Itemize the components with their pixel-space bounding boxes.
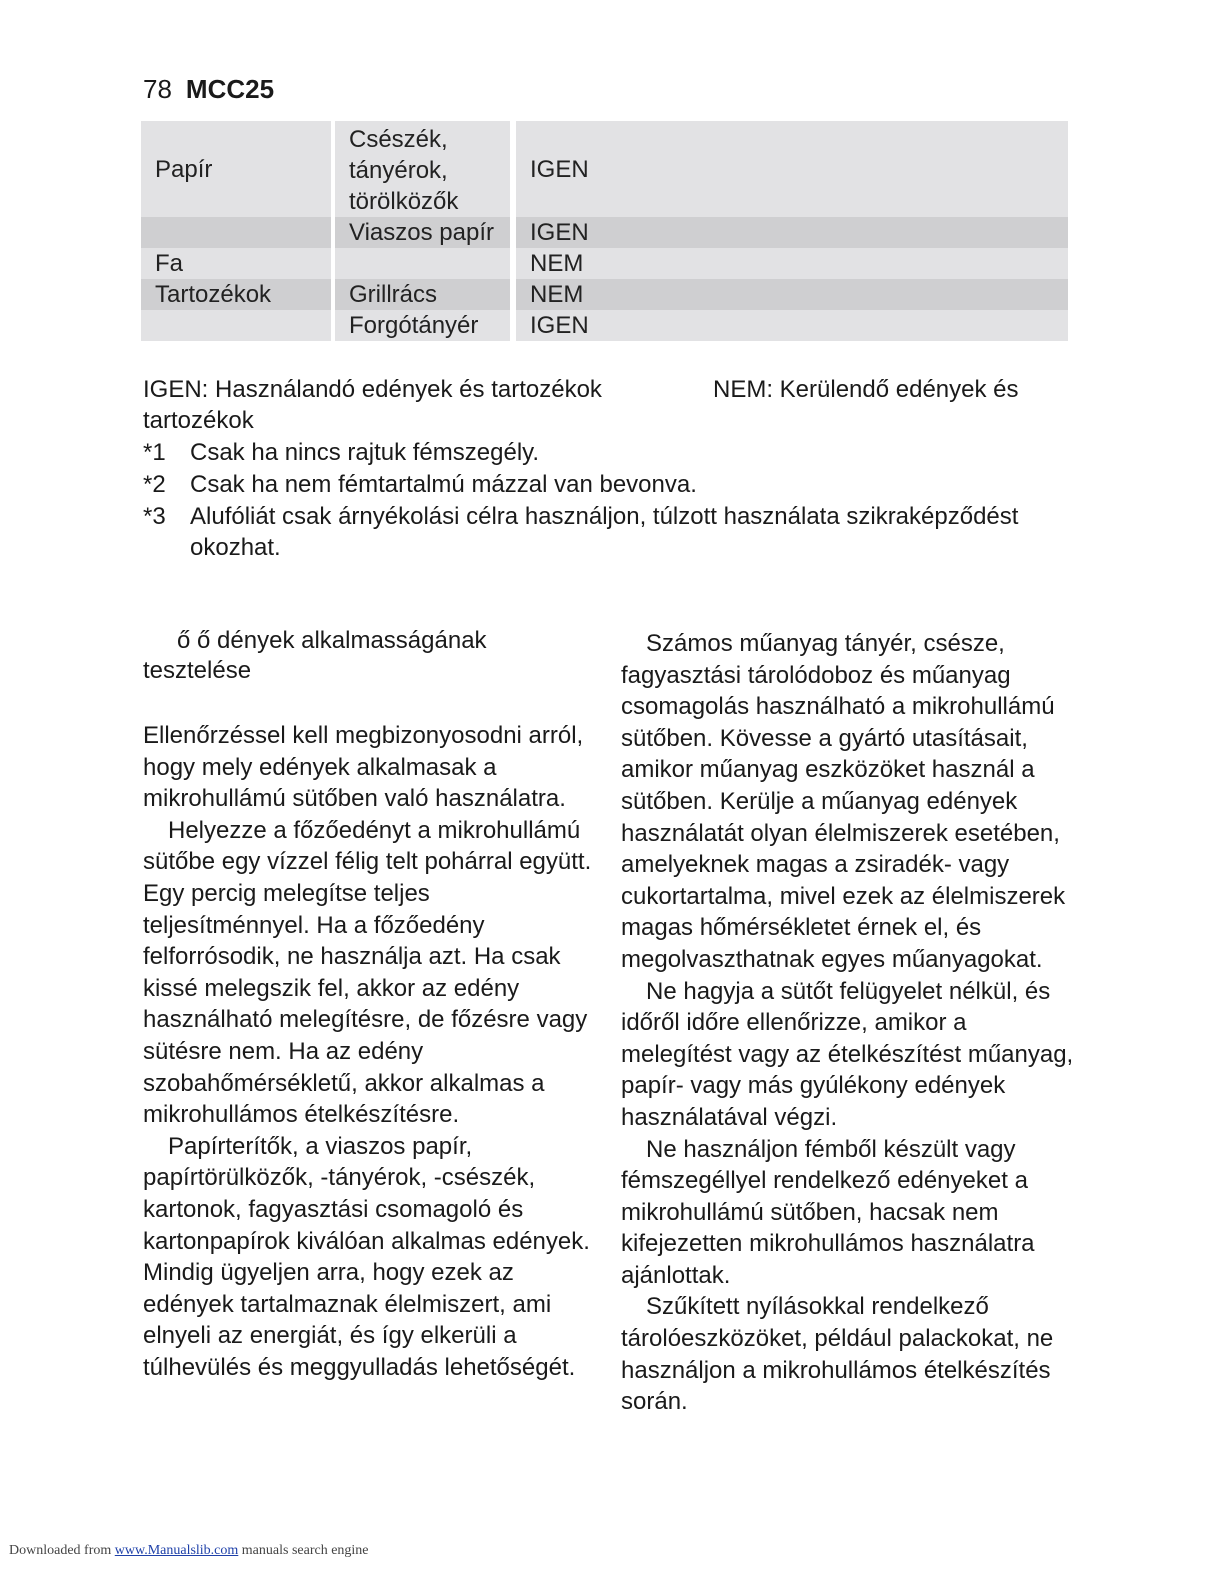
heading-glyphs: ő ő [177, 627, 211, 654]
paragraph: Ne hagyja a sütőt felügyelet nélkül, és időről időre ellenőrizze, amikor a melegítést vagy az ételkészítést műanyag, papír- vagy más gyúlékony edények használatával végzi. [621, 977, 1074, 1131]
usable-cell: NEM [510, 279, 1068, 310]
right-column [621, 628, 1081, 1418]
table-row [141, 217, 1068, 248]
table-row [141, 248, 1068, 279]
usable-cell: IGEN [510, 217, 1068, 248]
left-column [143, 626, 603, 1383]
material-cell: Papír [141, 121, 331, 217]
footnote [143, 501, 1068, 563]
item-cell [331, 248, 510, 279]
model-name: MCC25 [185, 74, 275, 104]
footnote-text: Alufóliát csak árnyékolási célra használjon, túlzott használata szikraképződést okozhat. [190, 503, 1019, 561]
legend-nem: NEM: Kerülendő edények és [713, 376, 1019, 403]
item-line: törölközők [349, 187, 459, 215]
table-legend [143, 374, 1068, 436]
table-row [141, 121, 1068, 217]
item-cell: Viaszos papír [331, 217, 510, 248]
paragraph: Szűkített nyílásokkal rendelkező tárolóeszközöket, például palackokat, ne használjon a mikrohullámos ételkészítés során. [621, 1293, 1054, 1416]
download-footer [9, 1543, 369, 1559]
usable-cell: IGEN [510, 310, 1068, 341]
footer-suffix: manuals search engine [241, 1543, 369, 1558]
legend-nem-continued: tartozékok [143, 407, 254, 434]
footnote [143, 437, 1068, 468]
footnote-text: Csak ha nincs rajtuk fémszegély. [190, 439, 540, 466]
table-row [141, 310, 1068, 341]
usable-cell: NEM [510, 248, 1068, 279]
footer-prefix: Downloaded from [9, 1543, 112, 1558]
material-cell: Fa [141, 248, 331, 279]
legend-igen: IGEN: Használandó edények és tartozékok [143, 376, 602, 403]
item-line: Csészék, [349, 125, 448, 153]
page-number: 78 [143, 74, 172, 104]
paragraph: Ne használjon fémből készült vagy fémszegéllyel rendelkező edényeket a mikrohullámú sütőben, hacsak nem kifejezetten mikrohullámos használatra ajánlottak. [621, 1135, 1035, 1289]
footnote-marker: *3 [143, 503, 166, 530]
table-row [141, 279, 1068, 310]
material-cell [141, 310, 331, 341]
item-cell: Grillrács [331, 279, 510, 310]
page-header [143, 74, 274, 105]
paragraph: Ellenőrzéssel kell megbizonyosodni arról, hogy mely edények alkalmasak a mikrohullámú sütőben való használatra. [143, 722, 584, 813]
footnote [143, 469, 1068, 500]
section-heading [143, 626, 603, 686]
material-cell: Tartozékok [141, 279, 331, 310]
heading-text-line2: tesztelése [143, 657, 252, 684]
footnote-marker: *1 [143, 439, 166, 466]
cookware-table [141, 121, 1068, 341]
paragraph: Helyezze a főzőedényt a mikrohullámú sütőbe egy vízzel félig telt pohárral együtt. Egy percig melegítse teljes teljesítménnyel. Ha a főzőedény felforrósodik, ne használja azt. Ha csak kissé melegszik fel, akkor az edény használható melegítésre, de főzésre vagy sütésre nem. Ha az edény szobahőmérsékletű, akkor alkalmas a mikrohullámos ételkészítésre. [143, 816, 592, 1129]
paragraph: Papírterítők, a viaszos papír, papírtörülközők, -tányérok, -csészék, kartonok, fagyasztási csomagoló és kartonpapírok kiválóan alkalmas edények. Mindig ügyeljen arra, hogy ezek az edények tartalmaznak élelmiszert, ami elnyeli az energiát, és így elkerüli a túlhevülés és meggyulladás lehetőségét. [143, 1132, 590, 1381]
usable-cell: IGEN [510, 121, 1068, 217]
footnote-text: Csak ha nem fémtartalmú mázzal van bevonva. [190, 471, 697, 498]
item-cell: Forgótányér [331, 310, 510, 341]
item-cell [331, 121, 510, 217]
manualslib-link[interactable]: www.Manualslib.com [114, 1543, 239, 1558]
heading-text: dények alkalmasságának [217, 627, 487, 654]
item-line: tányérok, [349, 156, 448, 184]
footnote-marker: *2 [143, 471, 166, 498]
material-cell [141, 217, 331, 248]
paragraph: Számos műanyag tányér, csésze, fagyasztási tárolódoboz és műanyag csomagolás használható a mikrohullámú sütőben. Kövesse a gyártó utasításait, amikor műanyag eszközöket használ a sütőben. Kerülje a műanyag edények használatát olyan élelmiszerek esetében, amelyeknek magas a zsiradék- vagy cukortartalma, mivel ezek az élelmiszerek magas hőmérsékletet érnek el, és megolvaszthatnak egyes műanyagokat. [621, 630, 1066, 973]
